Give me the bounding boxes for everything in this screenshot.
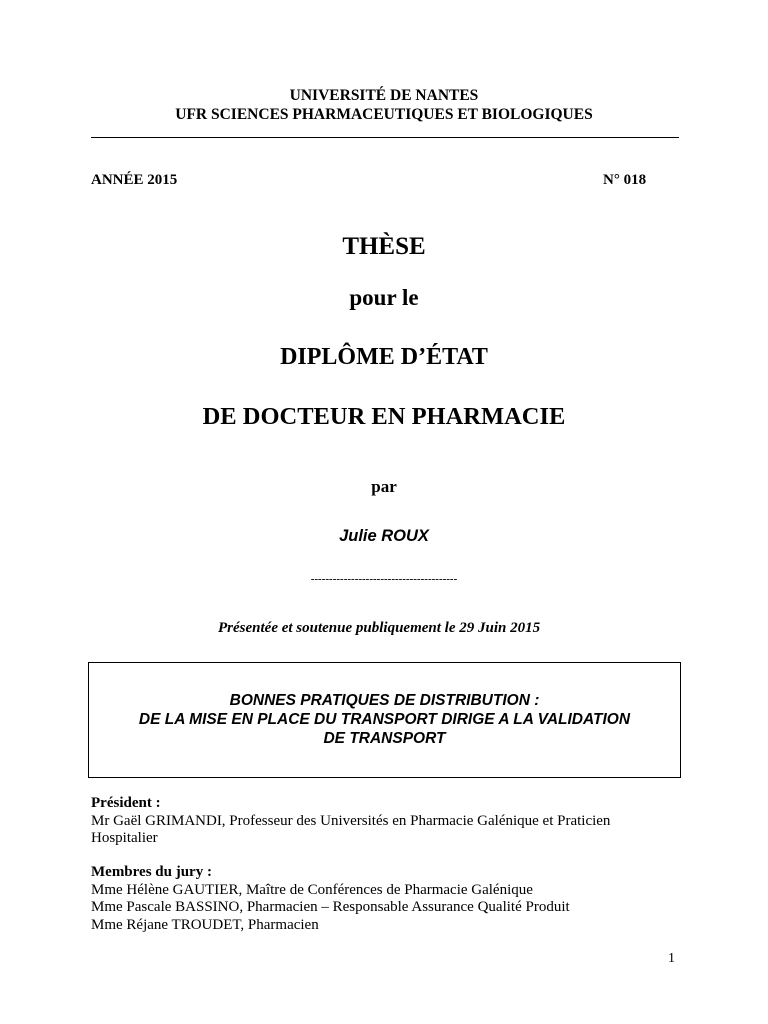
header-divider — [91, 137, 679, 138]
thesis-year: ANNÉE 2015 — [91, 172, 178, 188]
diplome-heading: DIPLÔME D’ÉTAT — [280, 344, 488, 370]
president-label: Président : — [91, 795, 161, 811]
pour-le-text: pour le — [349, 285, 419, 310]
jury-members-section — [91, 864, 701, 934]
university-header — [0, 86, 768, 124]
president-section — [91, 795, 701, 848]
thesis-title-line: DE TRANSPORT — [323, 730, 446, 747]
page-number: 1 — [668, 951, 675, 966]
these-heading: THÈSE — [342, 233, 426, 260]
jury-member: Mme Pascale BASSINO, Pharmacien – Responsable Assurance Qualité Produit — [91, 899, 570, 915]
dashed-separator: ---------------------------------------- — [310, 573, 458, 585]
jury-member: Mme Réjane TROUDET, Pharmacien — [91, 916, 319, 933]
members-label: Membres du jury : — [91, 864, 212, 880]
president-title-continued: Hospitalier — [91, 830, 158, 846]
author-name: Julie ROUX — [339, 527, 429, 545]
president-name: Mr Gaël GRIMANDI, Professeur des Universités en Pharmacie Galénique et Praticien — [91, 812, 611, 829]
thesis-title — [89, 691, 680, 748]
university-name: UNIVERSITÉ DE NANTES — [289, 87, 479, 104]
faculty-name: UFR SCIENCES PHARMACEUTIQUES ET BIOLOGIQUES — [175, 106, 593, 123]
thesis-title-line: DE LA MISE EN PLACE DU TRANSPORT DIRIGE A LA VALIDATION — [138, 711, 631, 728]
thesis-title-box — [88, 662, 681, 778]
thesis-title-line: BONNES PRATIQUES DE DISTRIBUTION : — [229, 692, 540, 709]
presentation-date: Présentée et soutenue publiquement le 29 Juin 2015 — [218, 620, 541, 636]
thesis-number: N° 018 — [603, 172, 647, 188]
docteur-heading: DE DOCTEUR EN PHARMACIE — [202, 403, 566, 430]
par-text: par — [371, 477, 397, 496]
jury-member: Mme Hélène GAUTIER, Maître de Conférences de Pharmacie Galénique — [91, 881, 533, 898]
